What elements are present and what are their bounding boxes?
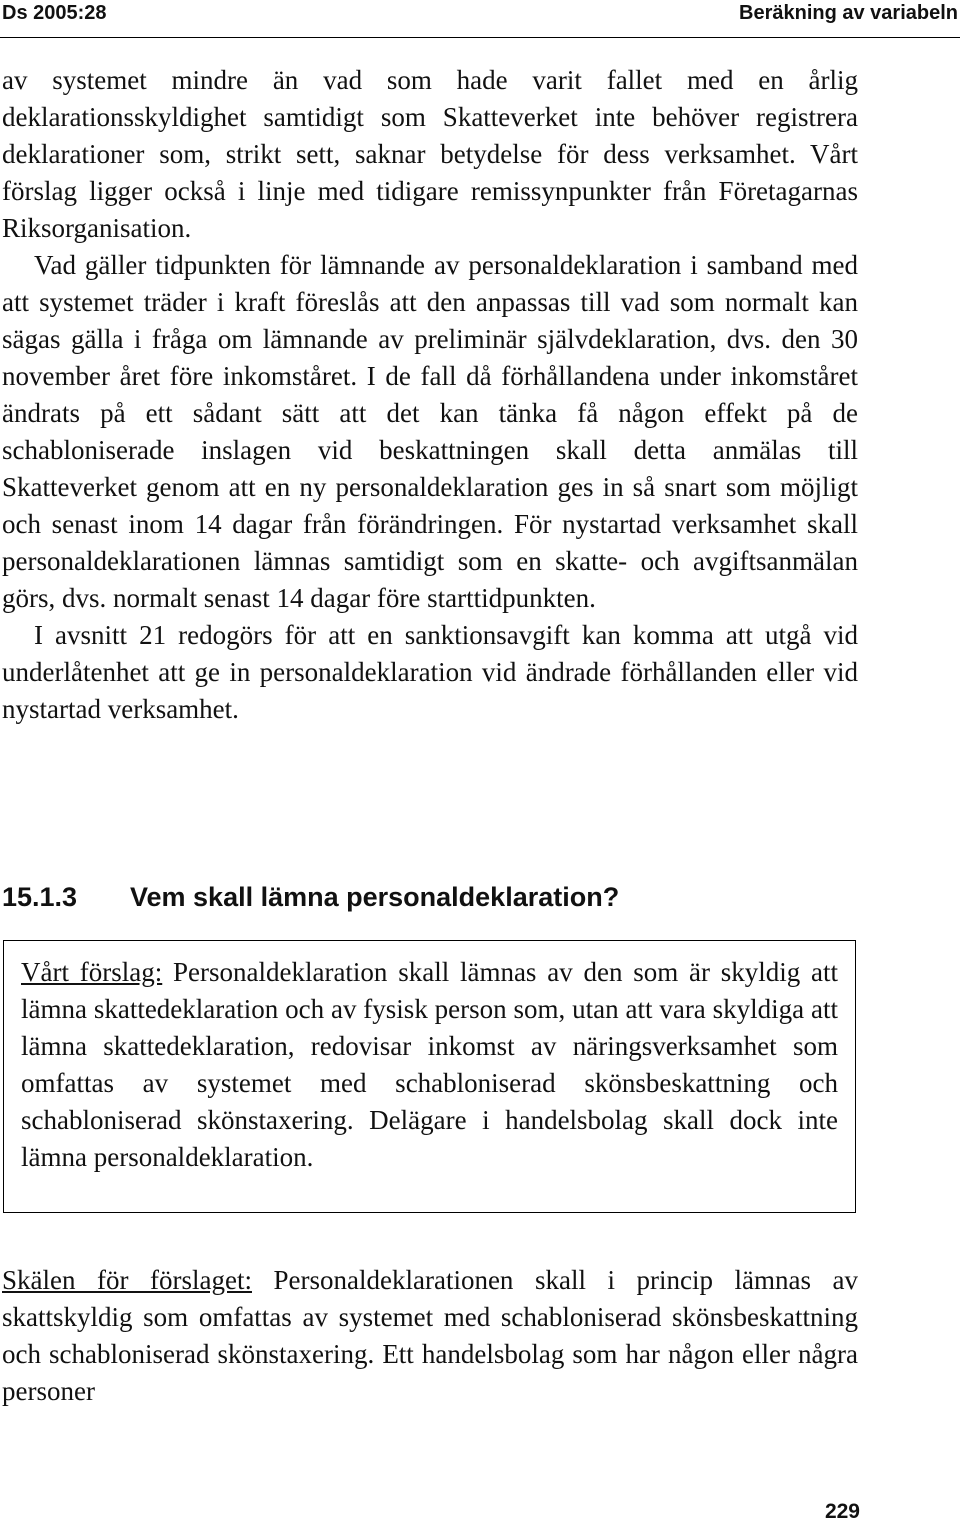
paragraph: Vad gäller tidpunkten för lämnande av personaldeklaration i samband med att systemet träder i kraft föreslås att den anpassas till vad som normalt kan sägas gälla i fråga om lämnande av preliminär självdeklaration, dvs. den 30 november året före inkomståret. I de fall då förhållandena under inkomståret ändrats på ett sådant sätt att det kan tänka få någon effekt på de schabloniserade inslagen vid beskattningen skall detta anmälas till Skatteverket genom att en ny personaldeklaration ges in så snart som möjligt och senast inom 14 dagar från förändringen. För nystartad verksamhet skall personaldeklarationen lämnas samtidigt som en skatte- och avgiftsanmälan görs, dvs. normalt senast 14 dagar före starttidpunkten. [2, 250, 858, 613]
document-id: Ds 2005:28 [2, 2, 107, 24]
running-header [0, 2, 960, 28]
header-rule [0, 37, 960, 38]
chapter-title: Beräkning av variabeln [739, 2, 958, 24]
body-text [2, 62, 858, 728]
section-title: Vem skall lämna personaldeklaration? [130, 882, 620, 912]
reasons-section [2, 1262, 858, 1410]
section-heading [2, 877, 619, 917]
proposal-label: Vårt förslag: [21, 957, 163, 987]
reasons-label: Skälen för förslaget: [2, 1265, 252, 1295]
reasons-paragraph [2, 1262, 858, 1410]
proposal-text: Personaldeklaration skall lämnas av den som är skyldig att lämna skattedeklaration och av fysisk person som, utan att vara skyldiga att lämna skattedeklaration, redovisar inkomst av näringsverksamhet som omfattas av systemet med schabloniserad skönsbeskattning och schabloniserad skönstaxering. Delägare i handelsbolag skall dock inte lämna personaldeklaration. [21, 957, 839, 1172]
page-number: 229 [824, 1500, 860, 1523]
paragraph: av systemet mindre än vad som hade varit fallet med en årlig deklarationsskyldighet samtidigt som Skatteverket inte behöver registrera deklarationer som, strikt sett, saknar betydelse för dess verksamhet. Vårt förslag ligger också i linje med tidigare remissynpunkter från Företagarnas Riksorganisation. [2, 65, 858, 243]
proposal-paragraph [21, 954, 838, 1176]
section-number: 15.1.3 [2, 882, 78, 912]
paragraph: I avsnitt 21 redogörs för att en sanktionsavgift kan komma att utgå vid underlåtenhet att ge in personaldeklaration vid ändrade förhållanden eller vid nystartad verksamhet. [2, 620, 858, 724]
reasons-text: Personaldeklarationen skall i princip lämnas av skattskyldig som omfattas av systemet med schabloniserad skönsbeskattning och schabloniserad skönstaxering. Ett handelsbolag som har någon eller några personer [2, 1265, 858, 1406]
proposal-box [3, 940, 856, 1213]
